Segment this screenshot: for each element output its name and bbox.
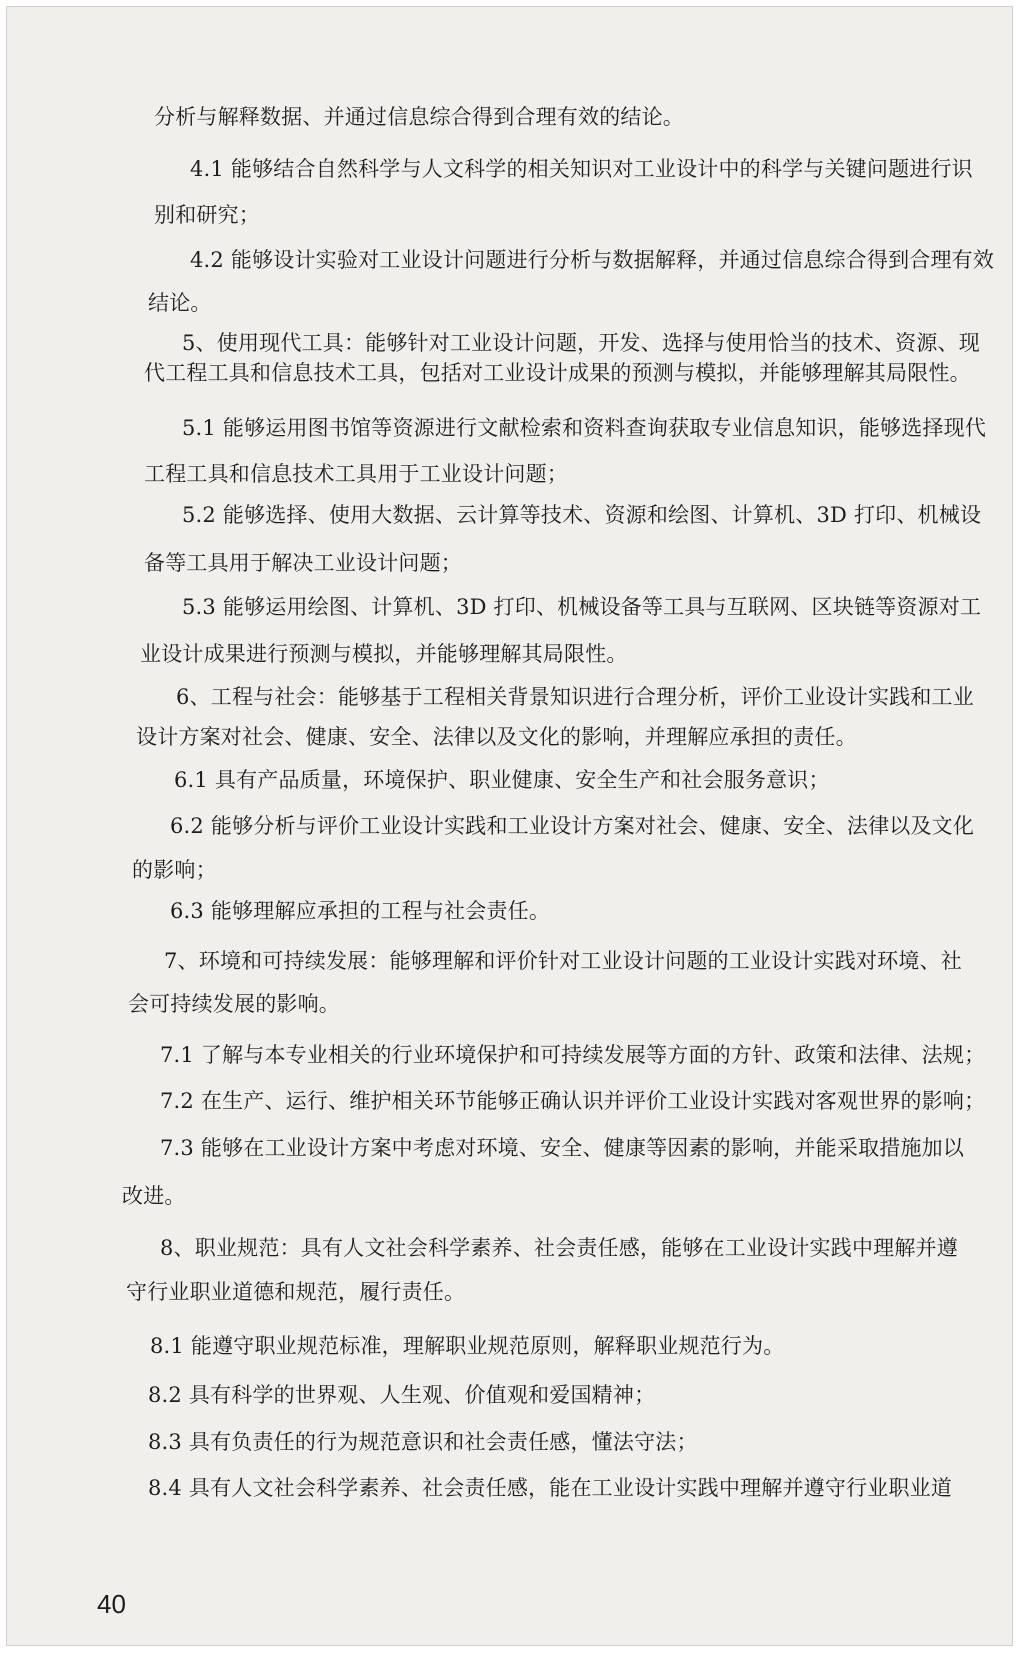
- text-line: 结论。: [148, 291, 212, 315]
- text-line: 5.1 能够运用图书馆等资源进行文献检索和资料查询获取专业信息知识，能够选择现代: [182, 416, 987, 440]
- text-line: 8、职业规范：具有人文社会科学素养、社会责任感，能够在工业设计实践中理解并遵: [160, 1236, 958, 1260]
- text-line: 的影响；: [132, 858, 217, 882]
- text-line: 5.2 能够选择、使用大数据、云计算等技术、资源和绘图、计算机、3D 打印、机械设: [182, 503, 982, 527]
- text-line: 8.2 具有科学的世界观、人生观、价值观和爱国精神；: [148, 1383, 656, 1407]
- text-line: 6.1 具有产品质量，环境保护、职业健康、安全生产和社会服务意识；: [174, 768, 830, 792]
- text-line: 会可持续发展的影响。: [128, 992, 340, 1016]
- text-line: 5.3 能够运用绘图、计算机、3D 打印、机械设备等工具与互联网、区块链等资源对工: [182, 595, 982, 619]
- text-line: 别和研究；: [154, 203, 260, 227]
- text-line: 业设计成果进行预测与模拟，并能够理解其局限性。: [140, 642, 628, 666]
- text-line: 代工程工具和信息技术工具，包括对工业设计成果的预测与模拟，并能够理解其局限性。: [144, 361, 971, 385]
- text-line: 8.4 具有人文社会科学素养、社会责任感，能在工业设计实践中理解并遵守行业职业道: [148, 1476, 953, 1500]
- text-line: 7.2 在生产、运行、维护相关环节能够正确认识并评价工业设计实践对客观世界的影响；: [160, 1089, 986, 1113]
- text-line: 守行业职业道德和规范，履行责任。: [126, 1280, 466, 1304]
- text-line: 7.1 了解与本专业相关的行业环境保护和可持续发展等方面的方针、政策和法律、法规；: [160, 1043, 986, 1067]
- text-line: 工程工具和信息技术工具用于工业设计问题；: [144, 462, 568, 486]
- text-line: 8.3 具有负责任的行为规范意识和社会责任感，懂法守法；: [148, 1430, 698, 1454]
- text-line: 6、工程与社会：能够基于工程相关背景知识进行合理分析，评价工业设计实践和工业: [176, 685, 974, 709]
- text-line: 分析与解释数据、并通过信息综合得到合理有效的结论。: [154, 105, 684, 129]
- text-line: 7.3 能够在工业设计方案中考虑对环境、安全、健康等因素的影响，并能采取措施加以: [160, 1136, 965, 1160]
- text-line: 6.2 能够分析与评价工业设计实践和工业设计方案对社会、健康、安全、法律以及文化: [170, 814, 975, 838]
- scanned-page: [6, 6, 1013, 1646]
- text-line: 7、环境和可持续发展：能够理解和评价针对工业设计问题的工业设计实践对环境、社: [164, 949, 962, 973]
- text-line: 4.2 能够设计实验对工业设计问题进行分析与数据解释，并通过信息综合得到合理有效: [190, 248, 995, 272]
- text-line: 6.3 能够理解应承担的工程与社会责任。: [170, 899, 551, 923]
- text-line: 4.1 能够结合自然科学与人文科学的相关知识对工业设计中的科学与关键问题进行识: [190, 157, 973, 181]
- page-number: 40: [97, 1589, 126, 1619]
- text-line: 设计方案对社会、健康、安全、法律以及文化的影响，并理解应承担的责任。: [136, 725, 857, 749]
- text-line: 备等工具用于解决工业设计问题；: [144, 551, 462, 575]
- text-line: 改进。: [122, 1184, 186, 1208]
- text-line: 8.1 能遵守职业规范标准，理解职业规范原则，解释职业规范行为。: [150, 1334, 785, 1358]
- text-line: 5、使用现代工具：能够针对工业设计问题，开发、选择与使用恰当的技术、资源、现: [182, 331, 980, 355]
